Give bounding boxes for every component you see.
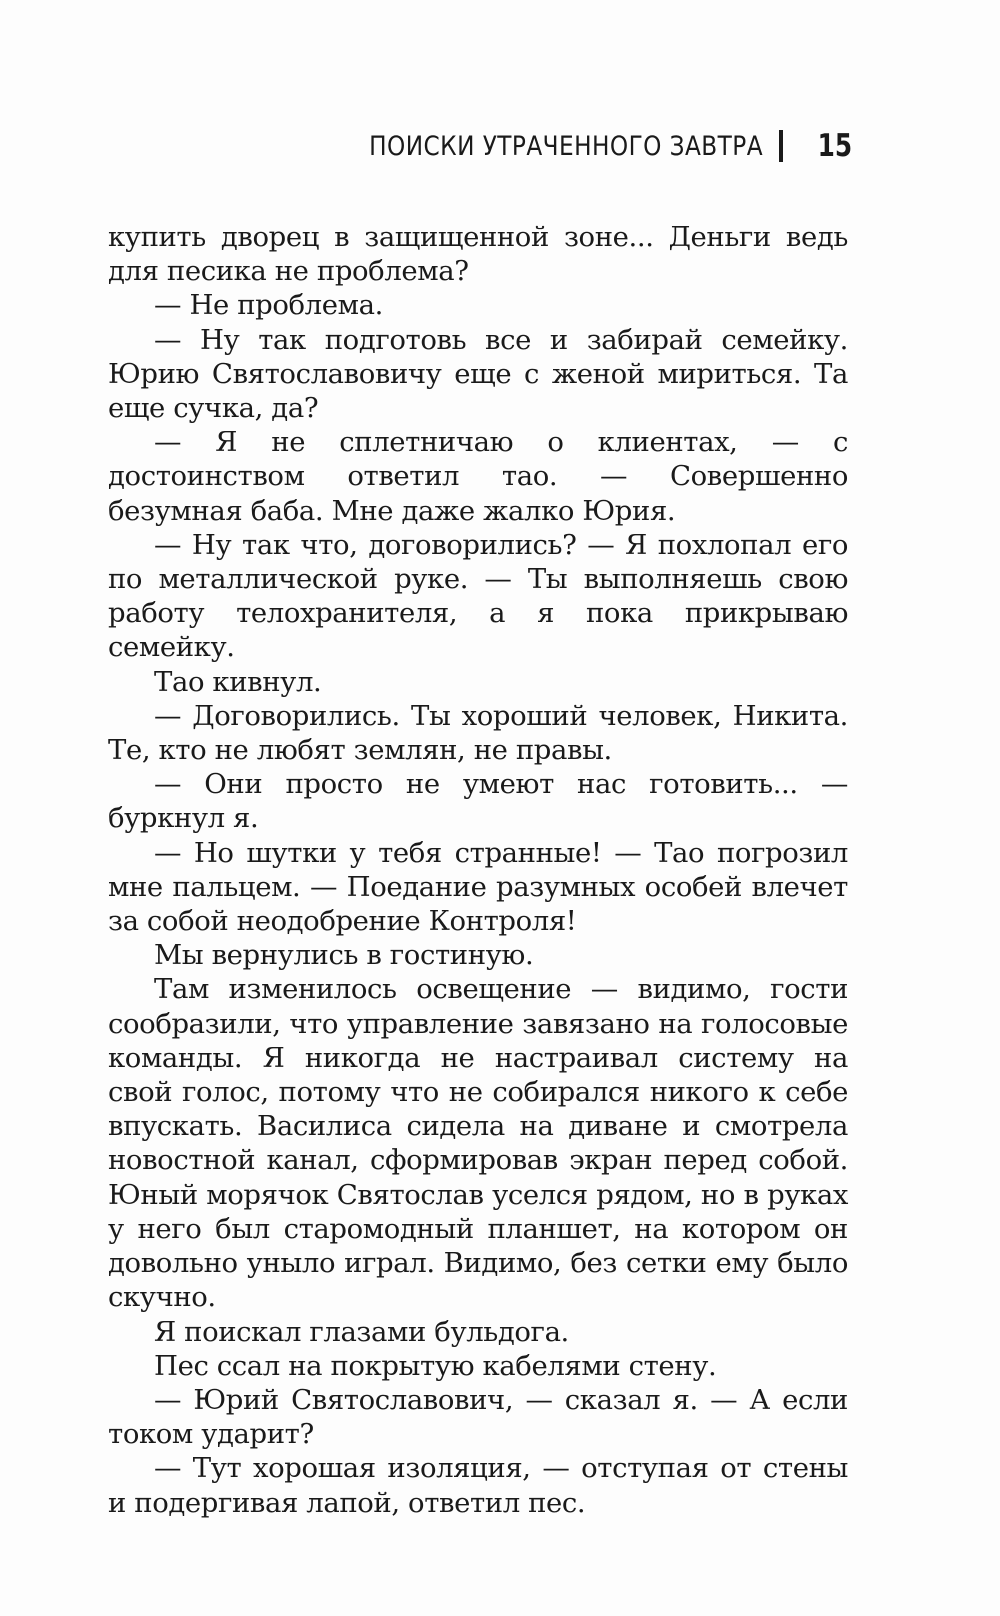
- paragraph: Пес ссал на покрытую кабелями стену.: [154, 1349, 717, 1382]
- paragraph: Мы вернулись в гостиную.: [154, 939, 534, 972]
- paragraph: — Они просто не умеют нас готовить... — буркнул я.: [108, 768, 848, 835]
- paragraph: — Но шутки у тебя странные! — Тао погрозил мне пальцем. — Поедание разумных особей влечет за собой неодобрение Контроля!: [108, 836, 848, 938]
- header-divider: [779, 130, 783, 162]
- paragraph: купить дворец в защищенной зоне... Деньги ведь для песика не проблема?: [108, 221, 848, 288]
- paragraph: — Тут хорошая изоляция, — отступая от стены и подергивая лапой, ответил пес.: [108, 1452, 848, 1519]
- page-number: 15: [817, 128, 852, 164]
- body-text: [108, 220, 848, 1520]
- running-title: ПОИСКИ УТРАЧЕННОГО ЗАВТРА: [368, 130, 763, 162]
- paragraph: — Я не сплетничаю о клиентах, — с достоинством ответил тао. — Совершенно безумная баба. Мне даже жалко Юрия.: [108, 426, 848, 527]
- paragraph: Там изменилось освещение — видимо, гости сообразили, что управление завязано на голосовые команды. Я никогда не настраивал систему на свой голос, потому что не собирался никого к себе впускать. Василиса сидела на диване и смотрела новостной канал, сформировав экран перед собой. Юный морячок Святослав уселся рядом, но в руках у него был старомодный планшет, на котором он довольно уныло играл. Видимо, без сетки ему было скучно.: [108, 973, 848, 1314]
- running-header: [305, 128, 852, 164]
- paragraph: — Не проблема.: [154, 289, 383, 322]
- paragraph: Тао кивнул.: [154, 665, 322, 698]
- paragraph: — Договорились. Ты хороший человек, Никита. Те, кто не любят землян, не правы.: [108, 699, 848, 767]
- paragraph: Я поискал глазами бульдога.: [154, 1315, 569, 1348]
- paragraph: — Ну так что, договорились? — Я похлопал его по металлической руке. — Ты выполняешь свою работу телохранителя, а я пока прикрываю семейку.: [108, 528, 848, 664]
- paragraph: — Ну так подготовь все и забирай семейку. Юрию Святославовичу еще с женой мириться. Та еще сучка, да?: [108, 323, 848, 425]
- paragraph: — Юрий Святославович, — сказал я. — А если током ударит?: [108, 1383, 848, 1451]
